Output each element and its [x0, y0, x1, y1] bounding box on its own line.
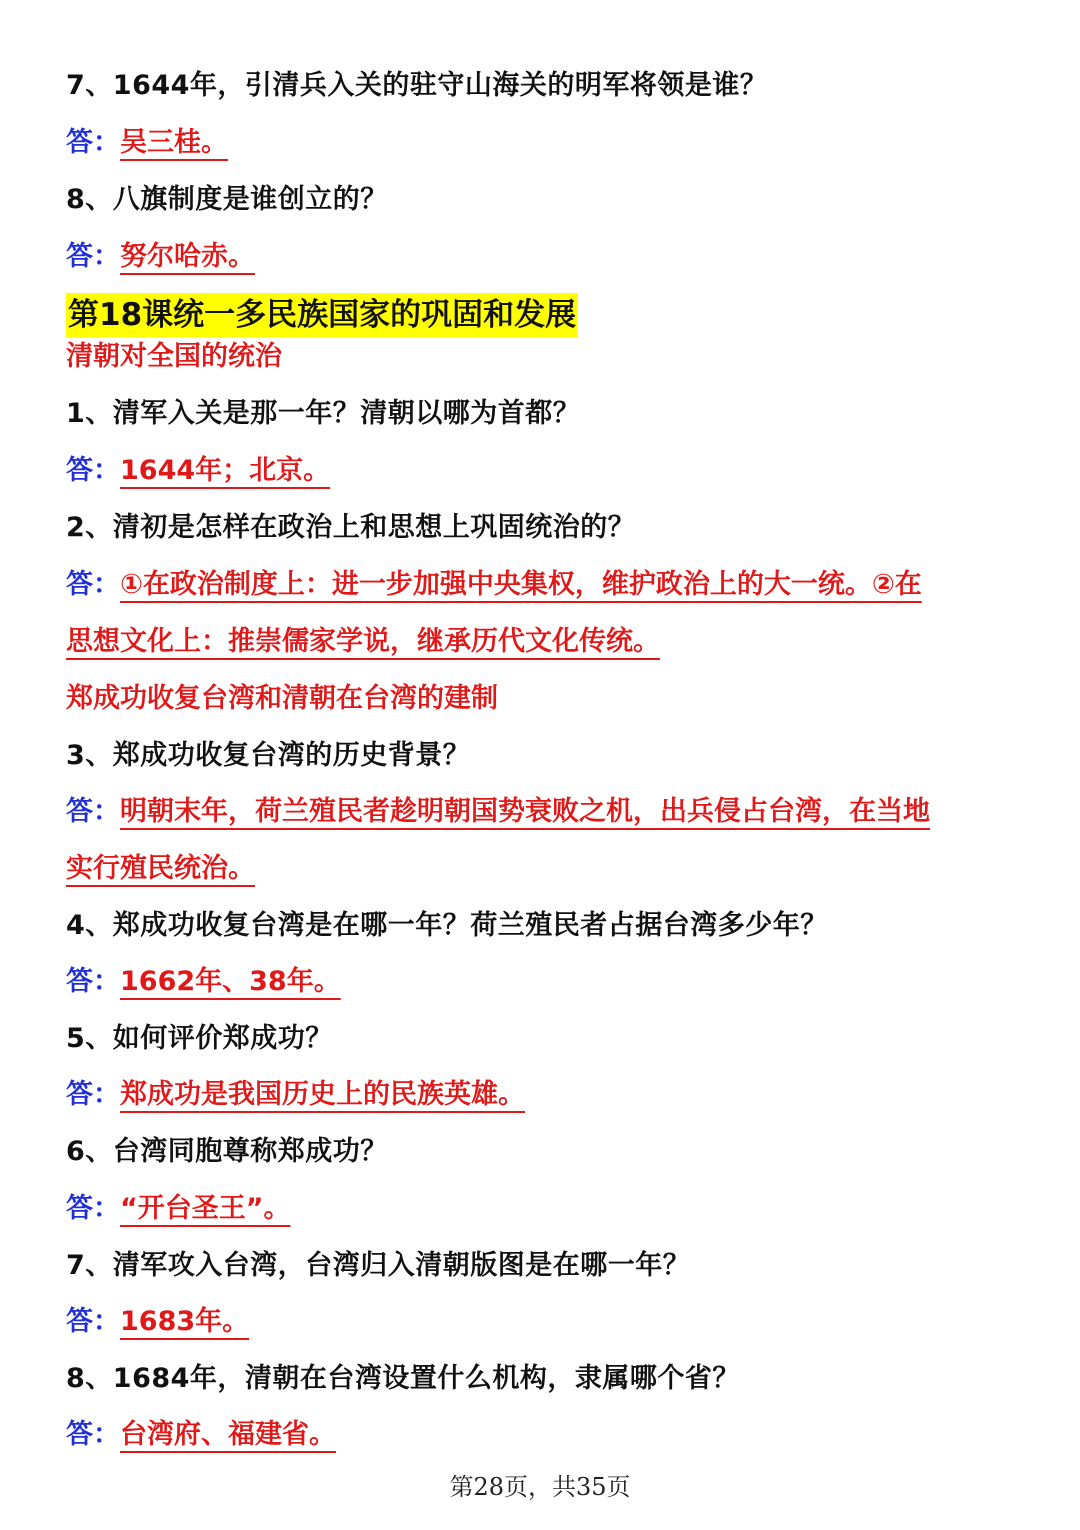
answer-text: 1644年；北京。	[120, 455, 331, 486]
answer-prefix: 答：	[66, 127, 120, 158]
question-s2-6: 6、台湾同胞尊称郑成功？	[66, 1136, 388, 1167]
question-s2-7: 7、清军攻入台湾，台湾归入清朝版图是在哪一年？	[66, 1250, 691, 1281]
answer-text: 吴三桂。	[120, 127, 228, 158]
answer-text: 台湾府、福建省。	[120, 1419, 336, 1450]
answer-text-line1: 明朝末年，荷兰殖民者趁明朝国势衰败之机，出兵侵占台湾，在当地	[120, 796, 930, 827]
answer-s2-8	[66, 1406, 1014, 1463]
answer-s2-6	[66, 1180, 1014, 1237]
answer-prefix: 答：	[66, 241, 120, 272]
answer-s2-5	[66, 1066, 1014, 1123]
answer-text: 1662年、38年。	[120, 966, 341, 997]
answer-text-line2: 实行殖民统治。	[66, 853, 255, 884]
answer-text: 郑成功是我国历史上的民族英雄。	[120, 1079, 525, 1110]
answer-prefix: 答：	[66, 796, 120, 827]
answer-prefix: 答：	[66, 1079, 120, 1110]
answer-text: “开台圣王”。	[120, 1193, 291, 1224]
section-heading-qing-rule: 清朝对全国的统治	[66, 341, 282, 372]
question-s2-4: 4、郑成功收复台湾是在哪一年？荷兰殖民者占据台湾多少年？	[66, 910, 828, 941]
answer-text-line1: ①在政治制度上：进一步加强中央集权，维护政治上的大一统。②在	[120, 569, 922, 600]
question-s1-1: 1、清军入关是那一年？清朝以哪为首都？	[66, 398, 581, 429]
question-8: 8、八旗制度是谁创立的？	[66, 184, 388, 215]
answer-text: 努尔哈赤。	[120, 241, 255, 272]
question-s2-5: 5、如何评价郑成功？	[66, 1023, 333, 1054]
answer-text: 1683年。	[120, 1306, 250, 1337]
answer-prefix: 答：	[66, 1306, 120, 1337]
answer-s2-4	[66, 953, 1014, 1010]
answer-prefix: 答：	[66, 966, 120, 997]
answer-prefix: 答：	[66, 1419, 120, 1450]
section-heading-taiwan: 郑成功收复台湾和清朝在台湾的建制	[66, 683, 498, 714]
answer-prefix: 答：	[66, 569, 120, 600]
answer-prefix: 答：	[66, 455, 120, 486]
answer-s2-3-cont	[66, 840, 1014, 897]
question-s2-3: 3、郑成功收复台湾的历史背景？	[66, 740, 471, 771]
question-s2-8: 8、1684年，清朝在台湾设置什么机构，隶属哪个省？	[66, 1363, 740, 1394]
answer-s1-1	[66, 442, 1014, 499]
answer-8	[66, 228, 1014, 285]
answer-text-line2: 思想文化上：推崇儒家学说，继承历代文化传统。	[66, 626, 660, 657]
lesson-title: 第18课统一多民族国家的巩固和发展	[66, 293, 578, 337]
question-s1-2: 2、清初是怎样在政治上和思想上巩固统治的？	[66, 512, 636, 543]
answer-prefix: 答：	[66, 1193, 120, 1224]
answer-7	[66, 114, 1014, 171]
answer-s1-2	[66, 556, 1014, 613]
page-number-footer: 第28页，共35页	[449, 1473, 631, 1501]
answer-s2-3	[66, 783, 1014, 840]
answer-s1-2-cont	[66, 613, 1014, 670]
answer-s2-7	[66, 1293, 1014, 1350]
question-7: 7、1644年，引清兵入关的驻守山海关的明军将领是谁？	[66, 70, 768, 101]
